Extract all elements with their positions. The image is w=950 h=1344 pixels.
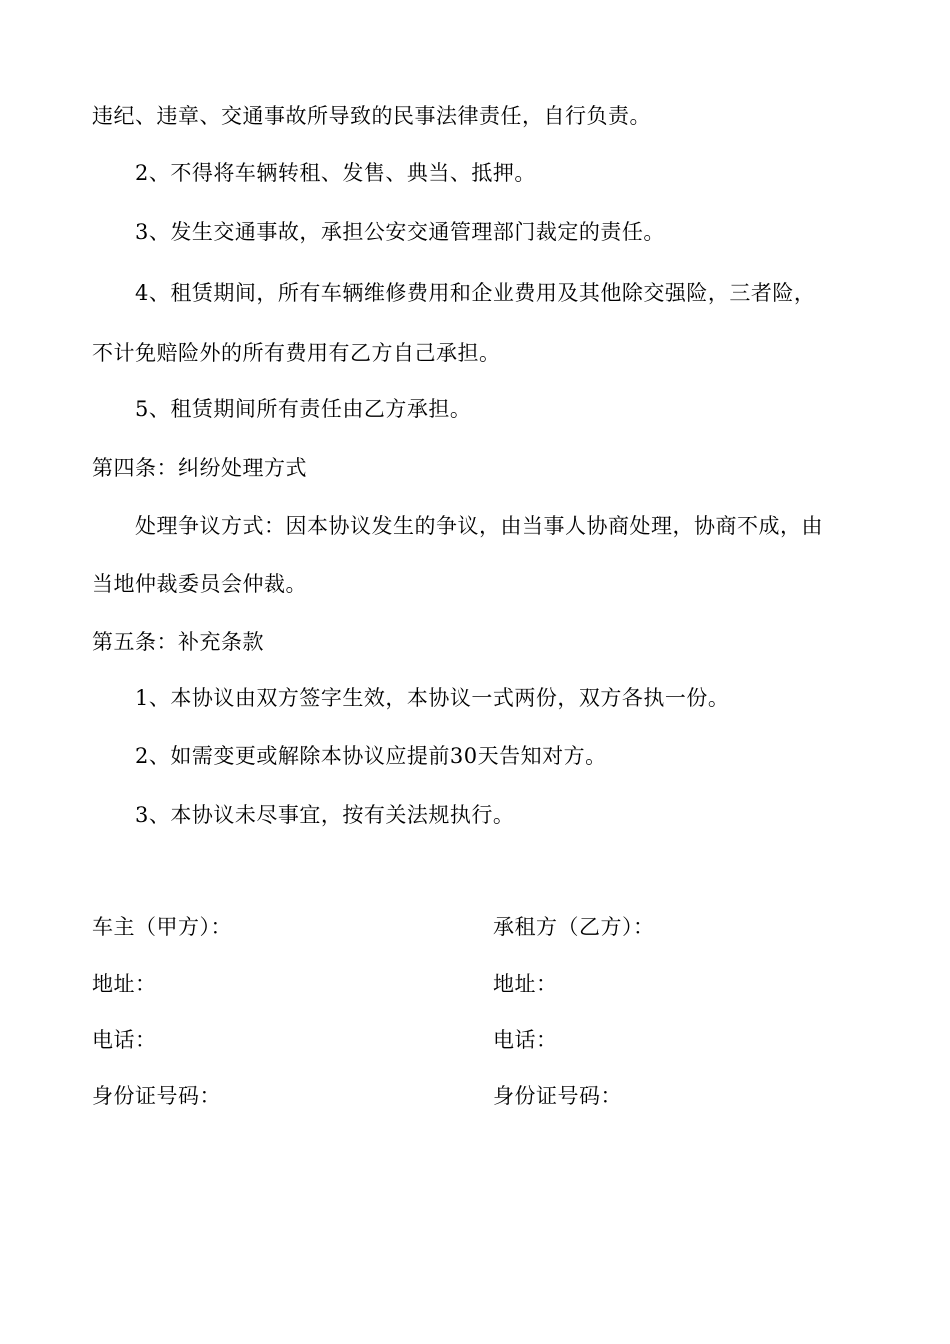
- clause-3-4: 4、租赁期间，所有车辆维修费用和企业费用及其他除交强险，三者险，: [135, 281, 816, 305]
- article-4-heading: 第四条：纠纷处理方式: [92, 456, 307, 480]
- party-a-address-label: 地址：: [92, 972, 157, 996]
- party-b-phone-label: 电话：: [493, 1028, 558, 1052]
- party-a-phone-label: 电话：: [92, 1028, 157, 1052]
- clause-5-3: 3、本协议未尽事宜，按有关法规执行。: [135, 803, 515, 827]
- article-5-heading: 第五条：补充条款: [92, 630, 264, 654]
- dispute-resolution-text: 处理争议方式：因本协议发生的争议，由当事人协商处理，协商不成，由: [135, 514, 823, 538]
- party-a-title: 车主（甲方）：: [92, 915, 232, 939]
- party-b-address-label: 地址：: [493, 972, 558, 996]
- dispute-resolution-continuation: 当地仲裁委员会仲裁。: [92, 572, 307, 596]
- clause-5-2: 2、如需变更或解除本协议应提前30天告知对方。: [135, 744, 607, 768]
- clause-3-1-continuation: 违纪、违章、交通事故所导致的民事法律责任，自行负责。: [92, 104, 651, 128]
- clause-3-2: 2、不得将车辆转租、发售、典当、抵押。: [135, 161, 536, 185]
- party-b-id-label: 身份证号码：: [493, 1084, 622, 1108]
- clause-3-5: 5、租赁期间所有责任由乙方承担。: [135, 397, 472, 421]
- party-b-title: 承租方（乙方）：: [493, 915, 655, 939]
- party-a-id-label: 身份证号码：: [92, 1084, 221, 1108]
- clause-3-3: 3、发生交通事故，承担公安交通管理部门裁定的责任。: [135, 220, 665, 244]
- clause-3-4-continuation: 不计免赔险外的所有费用有乙方自己承担。: [92, 341, 501, 365]
- clause-5-1: 1、本协议由双方签字生效，本协议一式两份，双方各执一份。: [135, 686, 730, 710]
